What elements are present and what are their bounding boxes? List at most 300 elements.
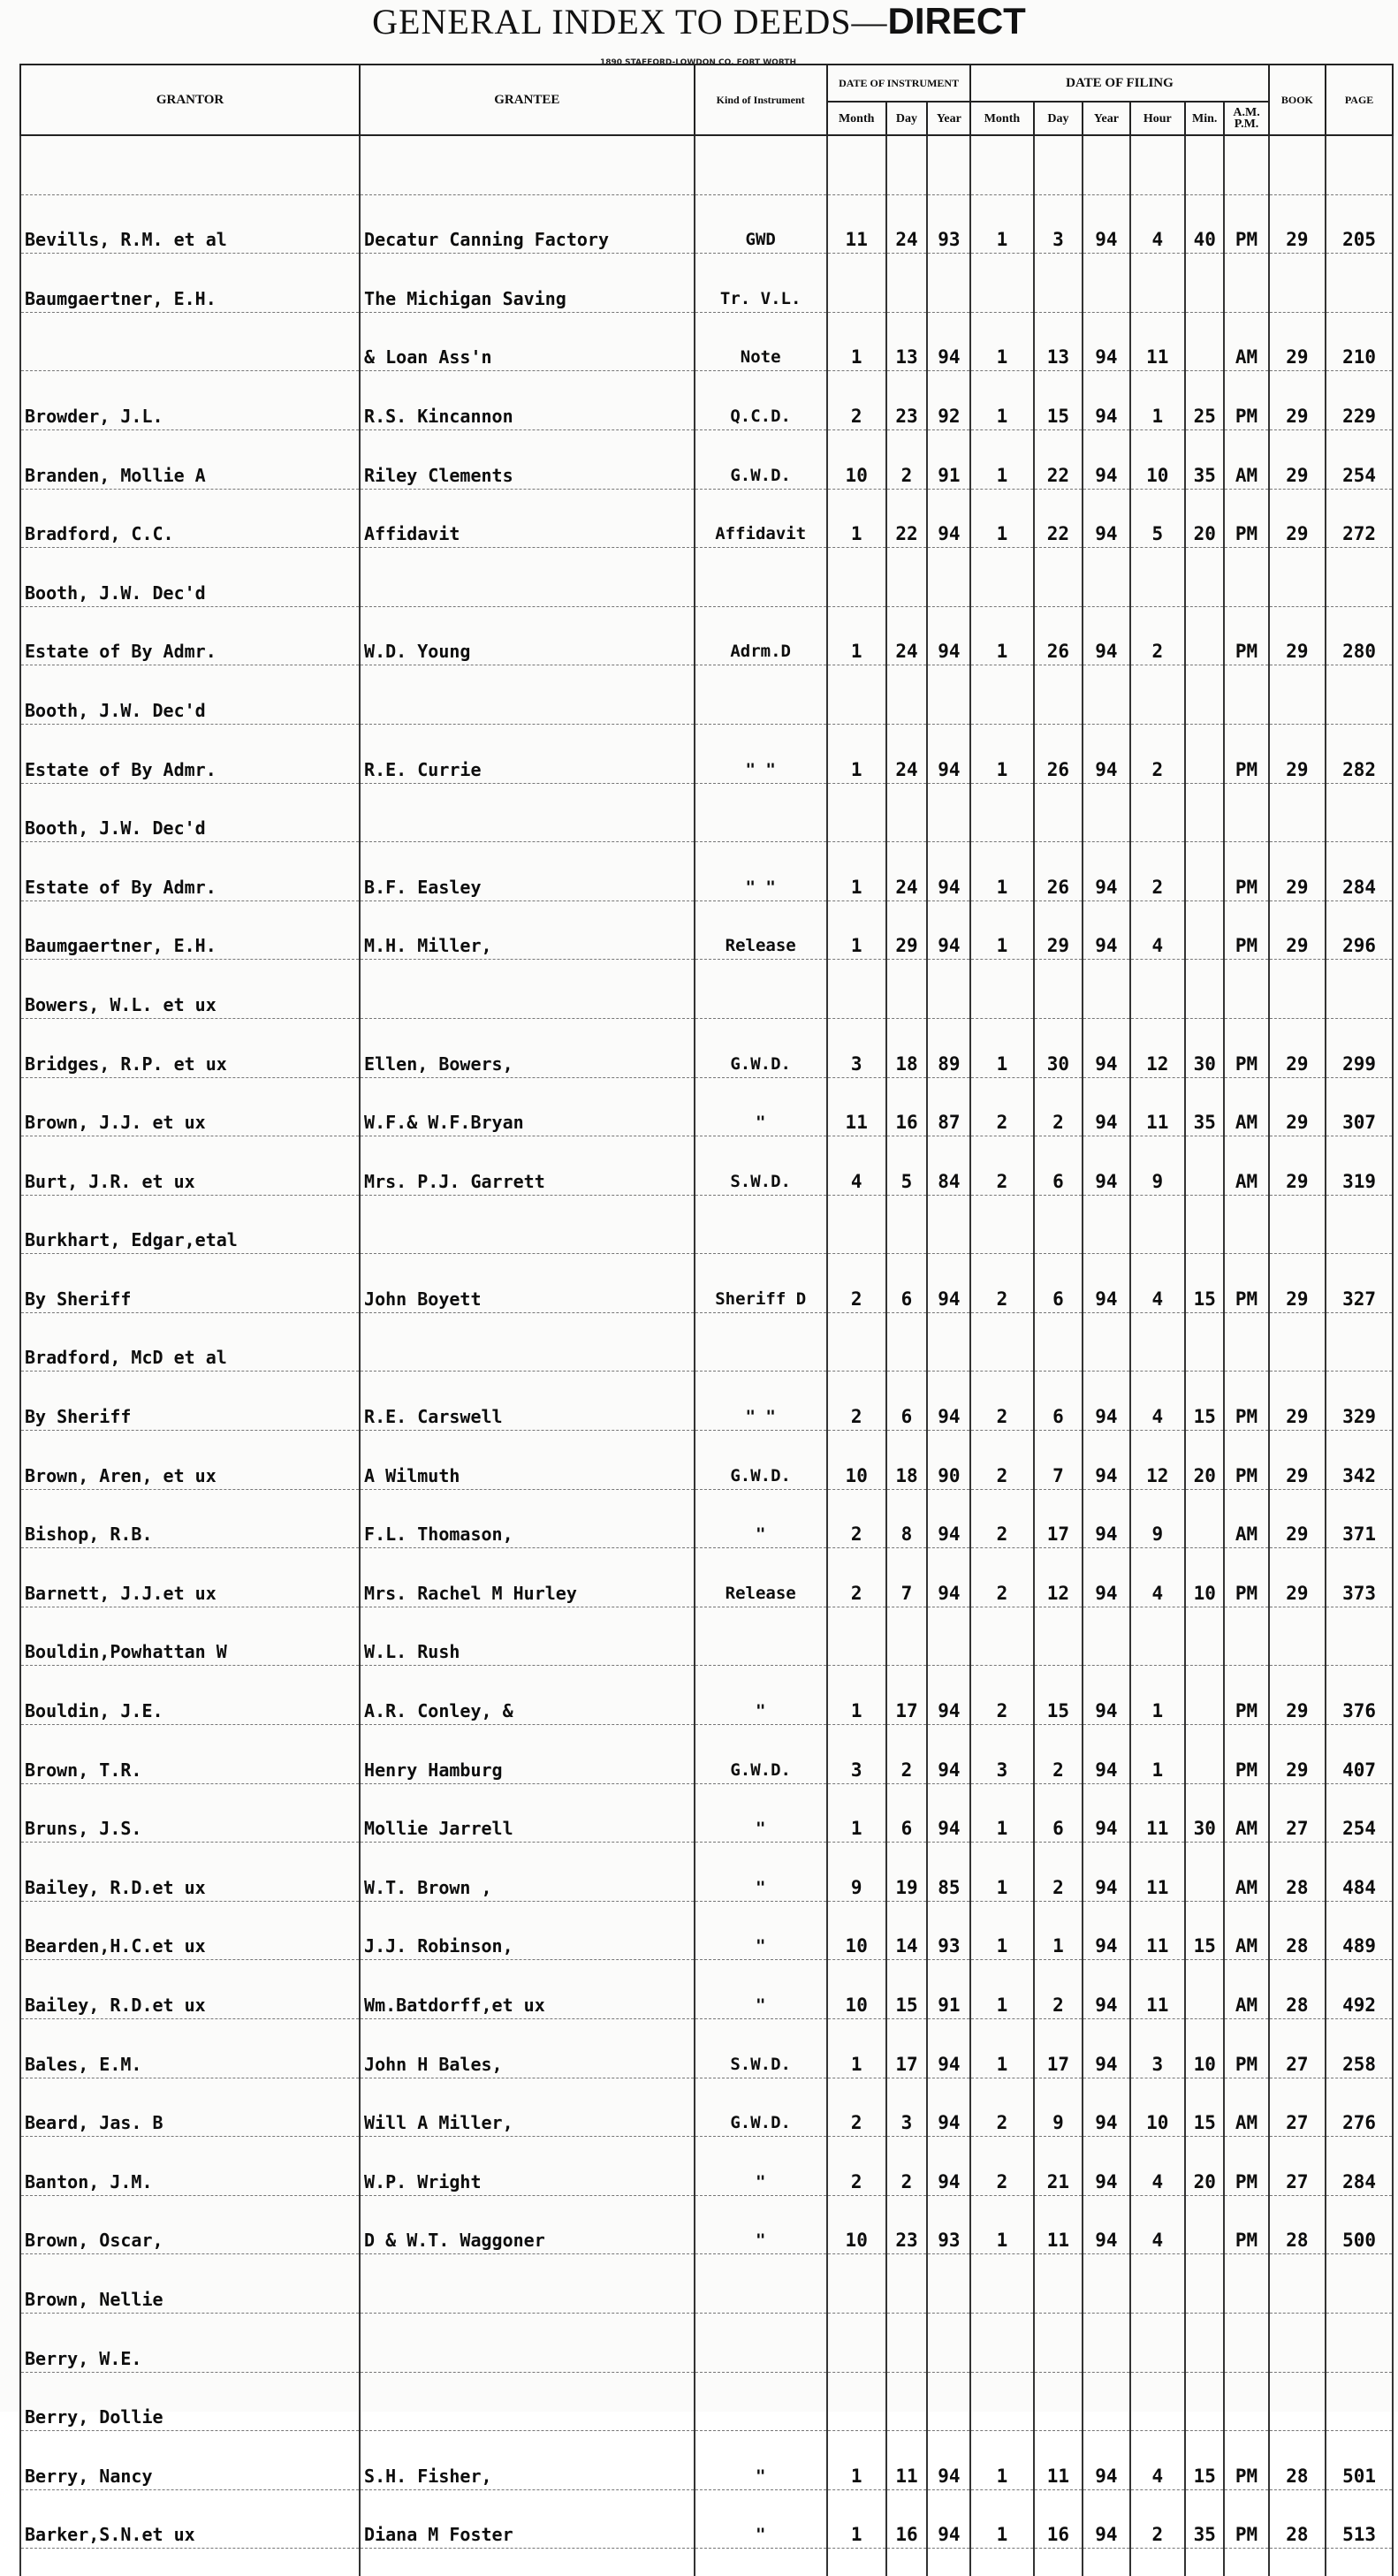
grantor-cell: Beard, Jas. B [20,2078,360,2137]
instrument-month-cell [827,2313,886,2372]
grantee-cell: Decatur Canning Factory [360,194,694,254]
filing-month-cell [970,548,1033,607]
header-row-top [20,65,1393,102]
grantor-cell: Bales, E.M. [20,2019,360,2078]
instrument-day-cell: 18 [886,1018,928,1077]
grantee-cell: S.H. Fisher, [360,2431,694,2490]
filing-hour-cell: 12 [1130,1431,1185,1490]
instrument-kind-cell: Note [695,312,827,371]
instrument-month-cell [827,665,886,725]
page-cell [1326,960,1393,1019]
col-file-month: Month [970,102,1033,135]
page-cell: 296 [1326,900,1393,960]
book-cell: 27 [1269,2137,1326,2196]
filing-hour-cell [1130,2254,1185,2314]
filing-day-cell: 26 [1034,842,1083,901]
grantor-cell: Brown, Oscar, [20,2195,360,2254]
table-row [20,1136,1393,1196]
filing-year-cell: 94 [1083,1843,1129,1902]
table-row [20,2019,1393,2078]
filing-ampm-cell: PM [1224,1431,1268,1490]
filing-month-cell: 2 [970,1254,1033,1313]
grantee-cell [360,783,694,842]
table-row [20,1431,1393,1490]
filing-day-cell: 26 [1034,724,1083,783]
blank-cell [1130,2549,1185,2576]
filing-day-cell: 21 [1034,2137,1083,2196]
grantor-cell: Bruns, J.S. [20,1783,360,1843]
page-cell: 284 [1326,842,1393,901]
grantee-cell: Ellen, Bowers, [360,1018,694,1077]
grantor-cell: Burkhart, Edgar,etal [20,1195,360,1254]
instrument-month-cell: 3 [827,1018,886,1077]
filing-minute-cell: 20 [1185,489,1225,548]
instrument-year-cell: 94 [927,1725,970,1784]
grantor-cell: Bouldin, J.E. [20,1666,360,1725]
filing-hour-cell: 11 [1130,1843,1185,1902]
filing-month-cell: 2 [970,2137,1033,2196]
instrument-year-cell [927,2313,970,2372]
filing-ampm-cell: PM [1224,2489,1268,2549]
filing-minute-cell [1185,900,1225,960]
book-cell: 29 [1269,842,1326,901]
table-row [20,2313,1393,2372]
filing-day-cell: 30 [1034,1018,1083,1077]
filing-hour-cell [1130,1195,1185,1254]
grantor-cell: Estate of By Admr. [20,724,360,783]
filing-month-cell: 2 [970,2078,1033,2137]
page-cell: 327 [1326,1254,1393,1313]
blank-cell [827,2549,886,2576]
instrument-kind-cell: " [695,1666,827,1725]
filing-year-cell: 94 [1083,1254,1129,1313]
grantee-cell: Henry Hamburg [360,1725,694,1784]
filing-month-cell [970,1195,1033,1254]
instrument-month-cell: 1 [827,489,886,548]
filing-day-cell: 29 [1034,900,1083,960]
page-title [0,0,1398,55]
page-cell [1326,1312,1393,1372]
grantor-cell: Bouldin,Powhattan W [20,1607,360,1666]
filing-day-cell: 3 [1034,194,1083,254]
instrument-day-cell [886,1312,928,1372]
book-cell: 28 [1269,2431,1326,2490]
blank-cell [927,2549,970,2576]
instrument-year-cell: 94 [927,1666,970,1725]
instrument-day-cell: 7 [886,1548,928,1607]
grantee-cell [360,135,694,194]
filing-year-cell [1083,2372,1129,2431]
grantor-cell: Branden, Mollie A [20,429,360,489]
instrument-kind-cell: " [695,1960,827,2019]
filing-ampm-cell: PM [1224,194,1268,254]
filing-minute-cell: 20 [1185,1431,1225,1490]
instrument-kind-cell: GWD [695,194,827,254]
instrument-year-cell: 94 [927,312,970,371]
filing-year-cell [1083,548,1129,607]
filing-minute-cell [1185,606,1225,665]
filing-minute-cell: 30 [1185,1018,1225,1077]
book-cell: 29 [1269,1666,1326,1725]
instrument-year-cell: 94 [927,489,970,548]
filing-day-cell [1034,783,1083,842]
grantee-cell: John H Bales, [360,2019,694,2078]
grantee-cell [360,2313,694,2372]
instrument-year-cell: 93 [927,194,970,254]
grantor-cell: Brown, J.J. et ux [20,1077,360,1136]
filing-minute-cell [1185,842,1225,901]
page-cell: 373 [1326,1548,1393,1607]
instrument-day-cell [886,135,928,194]
filing-day-cell [1034,548,1083,607]
instrument-day-cell: 17 [886,2019,928,2078]
instrument-year-cell: 92 [927,371,970,430]
filing-day-cell: 11 [1034,2431,1083,2490]
page-cell [1326,2372,1393,2431]
filing-minute-cell [1185,254,1225,313]
instrument-month-cell: 2 [827,1254,886,1313]
grantor-cell: Barnett, J.J.et ux [20,1548,360,1607]
instrument-kind-cell [695,665,827,725]
blank-cell [1034,2549,1083,2576]
instrument-month-cell: 1 [827,724,886,783]
page-cell: 484 [1326,1843,1393,1902]
filing-day-cell [1034,2372,1083,2431]
filing-minute-cell: 35 [1185,1077,1225,1136]
instrument-year-cell: 91 [927,429,970,489]
instrument-kind-cell: G.W.D. [695,1018,827,1077]
book-cell: 29 [1269,371,1326,430]
grantee-cell: J.J. Robinson, [360,1901,694,1960]
grantee-cell: Diana M Foster [360,2489,694,2549]
filing-day-cell [1034,2254,1083,2314]
page-cell: 371 [1326,1489,1393,1548]
grantor-cell: Berry, Dollie [20,2372,360,2431]
grantor-cell: Baumgaertner, E.H. [20,254,360,313]
book-cell: 29 [1269,1372,1326,1431]
filing-hour-cell [1130,1607,1185,1666]
filing-year-cell: 94 [1083,1372,1129,1431]
filing-minute-cell: 10 [1185,1548,1225,1607]
instrument-year-cell [927,1195,970,1254]
filing-year-cell: 94 [1083,194,1129,254]
filing-ampm-cell: AM [1224,1489,1268,1548]
filing-hour-cell: 12 [1130,1018,1185,1077]
filing-hour-cell [1130,548,1185,607]
instrument-day-cell: 22 [886,489,928,548]
filing-ampm-cell: PM [1224,2195,1268,2254]
blank-cell [360,2549,694,2576]
instrument-year-cell [927,2372,970,2431]
col-file-year: Year [1083,102,1129,135]
filing-minute-cell [1185,1136,1225,1196]
instrument-month-cell: 3 [827,1725,886,1784]
table-row [20,1725,1393,1784]
grantor-cell: Bradford, McD et al [20,1312,360,1372]
instrument-day-cell [886,2372,928,2431]
filing-minute-cell [1185,312,1225,371]
instrument-month-cell: 2 [827,1548,886,1607]
page-cell: 319 [1326,1136,1393,1196]
filing-month-cell: 1 [970,2431,1033,2490]
book-cell: 28 [1269,2489,1326,2549]
grantor-cell: Berry, W.E. [20,2313,360,2372]
blank-cell [1083,2549,1129,2576]
filing-minute-cell: 30 [1185,1783,1225,1843]
filing-hour-cell: 4 [1130,194,1185,254]
filing-month-cell: 1 [970,194,1033,254]
table-row [20,900,1393,960]
filing-minute-cell [1185,1607,1225,1666]
grantor-cell: Burt, J.R. et ux [20,1136,360,1196]
filing-ampm-cell: PM [1224,371,1268,430]
table-row [20,1901,1393,1960]
filing-month-cell: 2 [970,1548,1033,1607]
instrument-month-cell: 10 [827,1901,886,1960]
filing-day-cell: 6 [1034,1136,1083,1196]
filing-hour-cell: 2 [1130,724,1185,783]
book-cell [1269,2313,1326,2372]
instrument-day-cell [886,960,928,1019]
filing-year-cell: 94 [1083,2489,1129,2549]
book-cell [1269,2372,1326,2431]
table-row [20,2195,1393,2254]
filing-hour-cell: 4 [1130,1548,1185,1607]
instrument-month-cell: 10 [827,429,886,489]
table-row [20,1783,1393,1843]
filing-day-cell: 2 [1034,1725,1083,1784]
instrument-kind-cell: " [695,1783,827,1843]
instrument-month-cell [827,254,886,313]
filing-month-cell [970,1607,1033,1666]
page-cell: 254 [1326,429,1393,489]
table-row [20,2254,1393,2314]
instrument-kind-cell [695,548,827,607]
instrument-month-cell: 2 [827,371,886,430]
instrument-month-cell: 1 [827,2019,886,2078]
grantor-cell: Bailey, R.D.et ux [20,1843,360,1902]
filing-day-cell: 2 [1034,1960,1083,2019]
filing-minute-cell [1185,1312,1225,1372]
filing-month-cell: 1 [970,2489,1033,2549]
book-cell: 29 [1269,312,1326,371]
filing-day-cell: 2 [1034,1843,1083,1902]
instrument-year-cell [927,783,970,842]
filing-month-cell [970,2313,1033,2372]
book-cell: 29 [1269,1136,1326,1196]
table-row [20,429,1393,489]
col-grantor: GRANTOR [20,65,360,135]
instrument-day-cell: 24 [886,842,928,901]
filing-year-cell: 94 [1083,900,1129,960]
instrument-year-cell: 89 [927,1018,970,1077]
instrument-kind-cell: Affidavit [695,489,827,548]
filing-ampm-cell [1224,135,1268,194]
filing-month-cell: 2 [970,1372,1033,1431]
filing-month-cell: 2 [970,1431,1033,1490]
instrument-kind-cell: " " [695,724,827,783]
filing-minute-cell [1185,1960,1225,2019]
filing-hour-cell: 11 [1130,1783,1185,1843]
grantor-cell: By Sheriff [20,1254,360,1313]
filing-day-cell [1034,1195,1083,1254]
table-row [20,1077,1393,1136]
book-cell [1269,254,1326,313]
page-cell: 492 [1326,1960,1393,2019]
instrument-month-cell: 1 [827,2489,886,2549]
instrument-month-cell [827,1195,886,1254]
filing-minute-cell [1185,960,1225,1019]
instrument-day-cell [886,548,928,607]
book-cell: 29 [1269,724,1326,783]
instrument-month-cell [827,1607,886,1666]
book-cell: 29 [1269,194,1326,254]
filing-day-cell [1034,1607,1083,1666]
instrument-month-cell: 11 [827,1077,886,1136]
grantee-cell [360,2254,694,2314]
book-cell: 27 [1269,2078,1326,2137]
instrument-day-cell [886,2254,928,2314]
filing-month-cell: 1 [970,1960,1033,2019]
instrument-day-cell: 23 [886,371,928,430]
filing-hour-cell: 1 [1130,1725,1185,1784]
book-cell [1269,1607,1326,1666]
grantor-cell: Booth, J.W. Dec'd [20,665,360,725]
instrument-year-cell: 94 [927,724,970,783]
filing-ampm-cell: PM [1224,900,1268,960]
instrument-kind-cell [695,135,827,194]
filing-day-cell [1034,1312,1083,1372]
instrument-kind-cell: Sheriff D [695,1254,827,1313]
page-cell: 342 [1326,1431,1393,1490]
page-cell [1326,135,1393,194]
col-file-day: Day [1034,102,1083,135]
instrument-year-cell [927,135,970,194]
book-cell: 29 [1269,489,1326,548]
instrument-kind-cell: " [695,2137,827,2196]
instrument-month-cell: 4 [827,1136,886,1196]
instrument-month-cell: 1 [827,312,886,371]
filing-day-cell: 12 [1034,1548,1083,1607]
filing-year-cell: 94 [1083,724,1129,783]
filing-month-cell: 1 [970,606,1033,665]
filing-month-cell: 1 [970,1018,1033,1077]
title-dash: — [851,2,888,42]
instrument-kind-cell: " [695,1489,827,1548]
instrument-kind-cell: S.W.D. [695,2019,827,2078]
filing-ampm-cell: PM [1224,2431,1268,2490]
filing-day-cell: 1 [1034,1901,1083,1960]
instrument-year-cell: 94 [927,900,970,960]
filing-hour-cell: 10 [1130,2078,1185,2137]
instrument-year-cell: 93 [927,2195,970,2254]
filing-ampm-cell: PM [1224,606,1268,665]
filing-day-cell: 6 [1034,1254,1083,1313]
grantee-cell [360,1312,694,1372]
table-row [20,783,1393,842]
page-cell: 276 [1326,2078,1393,2137]
col-date-filing: DATE OF FILING [970,65,1268,102]
grantor-cell: Brown, T.R. [20,1725,360,1784]
book-cell: 29 [1269,1548,1326,1607]
instrument-month-cell: 2 [827,2078,886,2137]
instrument-kind-cell: Adrm.D [695,606,827,665]
filing-ampm-cell: PM [1224,2019,1268,2078]
instrument-day-cell: 16 [886,2489,928,2549]
filing-year-cell: 94 [1083,2431,1129,2490]
table-row [20,960,1393,1019]
filing-minute-cell [1185,1843,1225,1902]
filing-month-cell [970,254,1033,313]
filing-month-cell: 1 [970,900,1033,960]
col-book: BOOK [1269,65,1326,135]
filing-month-cell: 2 [970,1489,1033,1548]
blank-cell [1224,2549,1268,2576]
filing-month-cell: 2 [970,1077,1033,1136]
table-row [20,1312,1393,1372]
grantee-cell: W.F.& W.F.Bryan [360,1077,694,1136]
filing-hour-cell: 9 [1130,1489,1185,1548]
instrument-kind-cell: " [695,1901,827,1960]
instrument-month-cell: 2 [827,1489,886,1548]
filing-ampm-cell [1224,960,1268,1019]
page-cell [1326,1195,1393,1254]
instrument-day-cell: 6 [886,1372,928,1431]
filing-year-cell: 94 [1083,489,1129,548]
filing-ampm-cell: PM [1224,489,1268,548]
filing-day-cell: 15 [1034,371,1083,430]
instrument-day-cell: 6 [886,1783,928,1843]
title-direct: DIRECT [887,0,1026,42]
grantor-cell: Berry, Nancy [20,2431,360,2490]
filing-ampm-cell [1224,2254,1268,2314]
filing-hour-cell [1130,135,1185,194]
filing-day-cell [1034,665,1083,725]
instrument-kind-cell: Release [695,900,827,960]
grantee-cell [360,665,694,725]
table-row [20,254,1393,313]
filing-hour-cell: 11 [1130,312,1185,371]
instrument-kind-cell: Q.C.D. [695,371,827,430]
filing-year-cell: 94 [1083,1960,1129,2019]
book-cell: 27 [1269,2019,1326,2078]
page-cell: 205 [1326,194,1393,254]
filing-minute-cell: 20 [1185,2137,1225,2196]
instrument-month-cell: 2 [827,1372,886,1431]
grantee-cell: A.R. Conley, & [360,1666,694,1725]
grantee-cell: D & W.T. Waggoner [360,2195,694,2254]
filing-year-cell: 94 [1083,1548,1129,1607]
filing-month-cell [970,2254,1033,2314]
filing-ampm-cell: AM [1224,2078,1268,2137]
page-cell [1326,2313,1393,2372]
table-row [20,1548,1393,1607]
col-file-hour: Hour [1130,102,1185,135]
instrument-day-cell: 15 [886,1960,928,2019]
grantor-cell: Estate of By Admr. [20,606,360,665]
book-cell: 29 [1269,900,1326,960]
filing-year-cell: 94 [1083,1783,1129,1843]
filing-day-cell [1034,960,1083,1019]
page-cell: 280 [1326,606,1393,665]
instrument-kind-cell [695,1607,827,1666]
filing-minute-cell [1185,2195,1225,2254]
grantee-cell: A Wilmuth [360,1431,694,1490]
grantor-cell: Bailey, R.D.et ux [20,1960,360,2019]
instrument-kind-cell: G.W.D. [695,429,827,489]
page-cell: 513 [1326,2489,1393,2549]
filing-ampm-cell: AM [1224,1901,1268,1960]
